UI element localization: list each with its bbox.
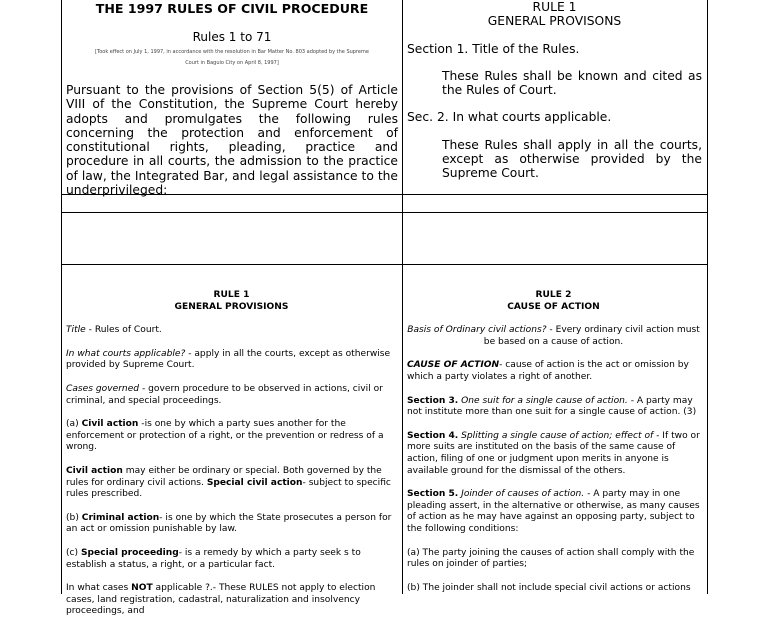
section-5-title: Joinder of causes of action. <box>458 489 585 500</box>
section-3-paragraph <box>407 396 700 419</box>
civil-action-prefix: (a) <box>66 419 82 430</box>
section-1-heading: Section 1. Title of the Rules. <box>407 41 580 56</box>
civil-action-types-label: Civil action <box>66 465 123 476</box>
table-border-right <box>707 0 708 594</box>
special-proceeding-label: Special proceeding <box>81 547 179 558</box>
section-1-body: These Rules shall be known and cited as the Rules of Court. <box>442 68 702 98</box>
effectivity-note-line1: [Took effect on July 1, 1997, in accordance with the resolution in Bar Matter No. 803 adopted by the Supreme <box>95 49 369 55</box>
top-left-cell <box>66 0 398 197</box>
title-paragraph <box>66 325 397 337</box>
section-5-text: - A party may in one pleading assert, in the alternative or otherwise, as many causes of action as he may have against an opposing party, subject to the following conditions: <box>407 489 700 534</box>
effectivity-note-line2: Court in Baguio City on April 8, 1997] <box>185 60 279 66</box>
document-subtitle: Rules 1 to 71 <box>192 30 272 44</box>
civil-action-types-paragraph <box>66 466 397 501</box>
cause-of-action-paragraph <box>407 360 700 383</box>
section-4-title: Splitting a single cause of action; effect of <box>458 430 654 441</box>
civil-action-text: -is one by which a party sues another for the enforcement or protection of a right, or the prevention or redress of a wrong. <box>66 419 384 453</box>
criminal-action-label: Criminal action <box>81 512 160 523</box>
section-3-label: Section 3. <box>407 395 459 406</box>
section-4-text: - If two or more suits are instituted on the basis of the same cause of action, filing of one or judgment upon merits in anyone is available ground for the dismissal of the others. <box>407 430 700 476</box>
cause-of-action-text: - cause of action is the act or omission by which a party violates a right of another. <box>407 360 689 382</box>
criminal-action-text: - is one by which the State prosecutes a person for an act or omission punishable by law. <box>66 512 392 535</box>
section-5-label: Section 5. <box>407 489 459 500</box>
table-border-middle <box>402 0 403 594</box>
cases-governed-label: Cases governed <box>66 383 140 394</box>
rule-number: RULE 1 <box>532 0 577 14</box>
rule-1-number: RULE 1 <box>213 290 250 300</box>
table-rule-3 <box>61 264 708 265</box>
condition-a-paragraph: (a) The party joining the causes of action shall comply with the rules on joinder of parties; <box>407 547 695 570</box>
table-border-left <box>61 0 62 594</box>
section-3-title: One suit for a single cause of action. <box>458 395 628 406</box>
courts-applicable-paragraph <box>66 349 397 372</box>
civil-action-label: Civil action <box>81 419 139 430</box>
special-proceeding-prefix: (c) <box>66 547 81 558</box>
section-2-heading: Sec. 2. In what courts applicable. <box>407 110 612 125</box>
special-civil-action-text: - subject to specific rules prescribed. <box>66 477 391 500</box>
not-applicable-label: NOT <box>131 583 153 594</box>
basis-text: - Every ordinary civil action must be based on a cause of action. <box>483 325 700 347</box>
document-title: THE 1997 RULES OF CIVIL PROCEDURE <box>95 1 369 16</box>
cases-governed-text: - govern procedure to be observed in actions, civil or criminal, and special proceedings. <box>66 383 383 406</box>
basis-label: Basis of Ordinary civil actions? <box>407 325 547 336</box>
not-applicable-paragraph <box>66 583 397 618</box>
preamble: Pursuant to the provisions of Section 5(5) of Article VIII of the Constitution, the Supreme Court hereby adopts and promulgates the following rules concerning the protection and enforcement of constitutional rights, pleading, practice and procedure in all courts, the admission to the practice of law, the Integrated Bar, and legal assistance to the underprivileged: <box>66 83 398 198</box>
rule-2-number: RULE 2 <box>535 290 572 300</box>
section-3-text: - A party may not institute more than one suit for a single cause of action. (3) <box>407 395 697 418</box>
courts-applicable-label: In what courts applicable? <box>66 348 186 359</box>
bottom-left-cell <box>66 290 397 618</box>
title-text: - Rules of Court. <box>85 325 162 336</box>
cause-of-action-label: CAUSE OF ACTION <box>407 360 500 371</box>
condition-b-paragraph: (b) The joinder shall not include special civil actions or actions <box>407 582 691 593</box>
bottom-right-cell <box>407 290 700 594</box>
courts-applicable-text: - apply in all the courts, except as otherwise provided by Supreme Court. <box>66 348 391 371</box>
criminal-action-prefix: (b) <box>66 512 82 523</box>
table-rule-2 <box>61 212 708 213</box>
rule-2-heading: CAUSE OF ACTION <box>507 301 600 312</box>
top-right-cell <box>407 0 702 181</box>
not-applicable-pre: In what cases <box>66 583 132 594</box>
civil-action-paragraph <box>66 419 397 454</box>
section-2-body: These Rules shall apply in all the courts, except as otherwise provided by the Supreme Court. <box>442 137 702 181</box>
title-label: Title <box>66 325 86 336</box>
cases-governed-paragraph <box>66 384 397 407</box>
not-applicable-text: applicable ?.- These RULES not apply to election cases, land registration, cadastral, naturalization and insolvency proceedings, and <box>66 583 376 617</box>
rule-heading: GENERAL PROVISONS <box>487 14 622 29</box>
section-4-label: Section 4. <box>407 430 459 441</box>
basis-paragraph <box>407 325 700 348</box>
special-civil-action-label: Special civil action <box>206 477 303 488</box>
section-4-paragraph <box>407 431 700 477</box>
criminal-action-paragraph <box>66 513 397 536</box>
civil-action-types-text: may either be ordinary or special. Both governed by the rules for ordinary civil actions. <box>66 465 382 488</box>
special-proceeding-text: - is a remedy by which a party seek s to establish a status, a right, or a particular fact. <box>66 547 361 570</box>
section-5-paragraph <box>407 489 700 535</box>
special-proceeding-paragraph <box>66 548 397 571</box>
rule-1-heading: GENERAL PROVISIONS <box>174 301 289 312</box>
